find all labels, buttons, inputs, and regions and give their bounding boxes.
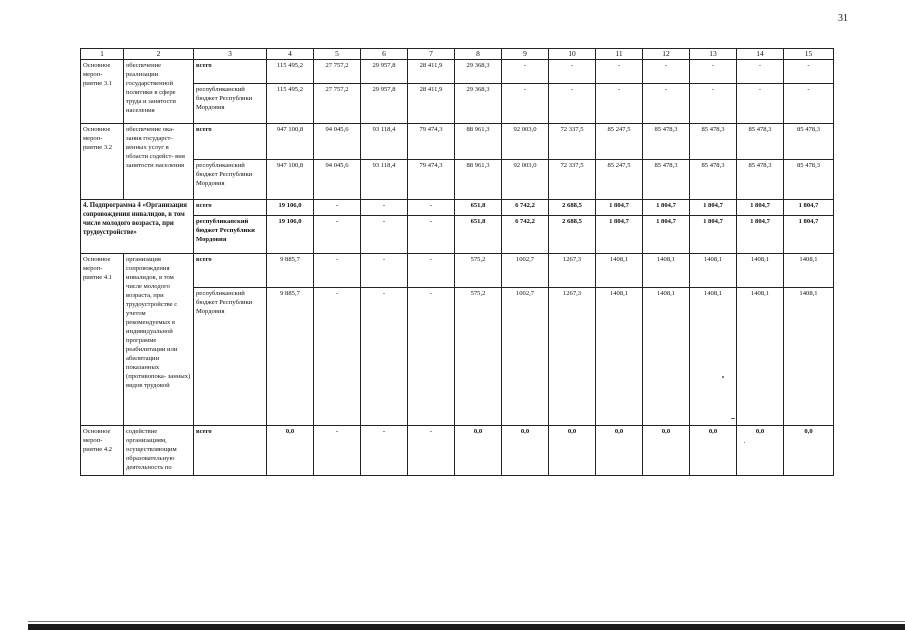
value-cell: -	[361, 426, 408, 476]
scan-edge-line	[28, 621, 905, 622]
value-cell: -	[314, 426, 361, 476]
value-cell: 79 474,3	[408, 124, 455, 160]
value-cell: -	[737, 84, 784, 124]
header-row	[81, 49, 834, 60]
value-cell: 79 474,3	[408, 160, 455, 200]
value-cell: 19 106,0	[267, 200, 314, 216]
value-cell: 72 337,5	[549, 124, 596, 160]
col-header: 14	[737, 49, 784, 60]
value-cell: 2 688,5	[549, 200, 596, 216]
value-cell: 1408,1	[737, 254, 784, 288]
value-cell: 85 478,3	[643, 160, 690, 200]
value-cell: -	[784, 60, 834, 84]
value-cell: -	[361, 288, 408, 426]
value-cell: -	[643, 84, 690, 124]
funding-source: республиканский бюджет Республики Мордовия	[194, 84, 267, 124]
value-cell: 28 411,9	[408, 84, 455, 124]
value-cell: 85 247,5	[596, 160, 643, 200]
value-cell: 1408,1	[643, 288, 690, 426]
col-header: 9	[502, 49, 549, 60]
value-cell: 0,0	[502, 426, 549, 476]
value-cell: 1408,1	[596, 288, 643, 426]
value-cell: 1 804,7	[596, 216, 643, 254]
budget-table	[80, 48, 834, 476]
value-cell: -	[502, 84, 549, 124]
value-cell: 85 478,3	[737, 160, 784, 200]
value-cell: 1002,7	[502, 254, 549, 288]
value-cell: 28 411,9	[408, 60, 455, 84]
table-row	[81, 200, 834, 216]
value-cell: 1408,1	[784, 288, 834, 426]
col-header: 10	[549, 49, 596, 60]
value-cell: 94 045,6	[314, 160, 361, 200]
value-cell: 2 688,5	[549, 216, 596, 254]
activity-description: содействие организациям, осуществляющим образовательную деятельность по	[124, 426, 194, 476]
value-cell: 85 247,5	[596, 124, 643, 160]
value-cell: 29 368,3	[455, 60, 502, 84]
value-cell: 93 118,4	[361, 160, 408, 200]
table-row	[81, 288, 834, 426]
col-header: 13	[690, 49, 737, 60]
value-cell: -	[549, 60, 596, 84]
value-cell: 1408,1	[784, 254, 834, 288]
col-header: 2	[124, 49, 194, 60]
value-cell: 1002,7	[502, 288, 549, 426]
value-cell: 85 478,3	[784, 124, 834, 160]
value-cell: -	[314, 200, 361, 216]
value-cell: 0,0	[549, 426, 596, 476]
value-cell: 9 885,7	[267, 254, 314, 288]
col-header: 3	[194, 49, 267, 60]
value-cell: -	[314, 216, 361, 254]
value-cell: -	[408, 288, 455, 426]
page-number: 31	[838, 13, 848, 24]
table-row	[81, 254, 834, 288]
activity-label: Основное мероп- риятие 3.1	[81, 60, 124, 124]
funding-source: республиканский бюджет Республики Мордовия	[194, 160, 267, 200]
value-cell: -	[596, 84, 643, 124]
value-cell: 1267,3	[549, 288, 596, 426]
scan-speck	[722, 376, 724, 378]
value-cell: 93 118,4	[361, 124, 408, 160]
value-cell: -	[314, 254, 361, 288]
table-row	[81, 124, 834, 160]
value-cell: 947 100,8	[267, 160, 314, 200]
value-cell: -	[361, 254, 408, 288]
value-cell: 88 961,3	[455, 124, 502, 160]
value-cell: 1 804,7	[737, 216, 784, 254]
value-cell: 1 804,7	[690, 200, 737, 216]
value-cell: 1 804,7	[643, 200, 690, 216]
table-row	[81, 160, 834, 200]
col-header: 1	[81, 49, 124, 60]
value-cell: 1 804,7	[643, 216, 690, 254]
value-cell: 29 368,3	[455, 84, 502, 124]
value-cell: 27 757,2	[314, 84, 361, 124]
value-cell: 1 804,7	[784, 216, 834, 254]
activity-label: Основное мероп- риятие 4.1	[81, 254, 124, 426]
value-cell: -	[737, 60, 784, 84]
col-header: 7	[408, 49, 455, 60]
value-cell: 651,8	[455, 200, 502, 216]
activity-description: обеспечение реализации государственной политики в сфере труда и занятости населения	[124, 60, 194, 124]
value-cell: 575,2	[455, 288, 502, 426]
value-cell: 94 045,6	[314, 124, 361, 160]
subprogram-title: 4. Подпрограмма 4 «Организация сопровождения инвалидов, в том числе молодого возраста, при трудоустройстве»	[81, 200, 194, 254]
value-cell: -	[784, 84, 834, 124]
value-cell: 1 804,7	[784, 200, 834, 216]
value-cell: 1408,1	[737, 288, 784, 426]
value-cell: 1408,1	[690, 288, 737, 426]
value-cell: 85 478,3	[690, 160, 737, 200]
funding-source: республиканский бюджет Республики Мордовия	[194, 288, 267, 426]
value-cell: 88 961,3	[455, 160, 502, 200]
value-cell: 651,8	[455, 216, 502, 254]
value-cell: 115 495,2	[267, 60, 314, 84]
value-cell: -	[408, 254, 455, 288]
col-header: 5	[314, 49, 361, 60]
value-cell: -	[408, 200, 455, 216]
value-cell: 115 495,2	[267, 84, 314, 124]
value-cell: -	[408, 426, 455, 476]
value-cell: 1408,1	[643, 254, 690, 288]
value-cell: -	[690, 60, 737, 84]
value-cell: 92 003,0	[502, 160, 549, 200]
col-header: 4	[267, 49, 314, 60]
col-header: 11	[596, 49, 643, 60]
col-header: 6	[361, 49, 408, 60]
value-cell: -	[690, 84, 737, 124]
value-cell: 6 742,2	[502, 200, 549, 216]
value-cell: 85 478,3	[643, 124, 690, 160]
funding-source: всего	[194, 200, 267, 216]
activity-description: организация сопровождения инвалидов, в том числе молодого возраста, при трудоустройстве с учетом рекомендуемых в индивидуальной программе реабилитации или абилитации показанных (противопока- занных) видов трудовой	[124, 254, 194, 426]
activity-label: Основное мероп- риятие 3.2	[81, 124, 124, 200]
value-cell: 0,0	[737, 426, 784, 476]
value-cell: -	[643, 60, 690, 84]
value-cell: 1408,1	[690, 254, 737, 288]
value-cell: -	[361, 200, 408, 216]
scan-edge-bar	[28, 624, 905, 630]
value-cell: 1408,1	[596, 254, 643, 288]
value-cell: 72 337,5	[549, 160, 596, 200]
value-cell: -	[361, 216, 408, 254]
value-cell: -	[596, 60, 643, 84]
value-cell: 27 757,2	[314, 60, 361, 84]
activity-description: обеспечение ока- зания государст- венных услуг в области содейст- вия занятости населения	[124, 124, 194, 200]
funding-source: всего	[194, 60, 267, 84]
table-row	[81, 84, 834, 124]
value-cell: 85 478,3	[690, 124, 737, 160]
value-cell: 0,0	[784, 426, 834, 476]
value-cell: 1 804,7	[690, 216, 737, 254]
funding-source: всего	[194, 254, 267, 288]
value-cell: 0,0	[267, 426, 314, 476]
value-cell: 85 478,3	[737, 124, 784, 160]
value-cell: 0,0	[690, 426, 737, 476]
table-row	[81, 426, 834, 476]
scan-speck	[744, 442, 745, 443]
table-row	[81, 60, 834, 84]
value-cell: 92 003,0	[502, 124, 549, 160]
table-body	[81, 60, 834, 476]
value-cell: -	[314, 288, 361, 426]
scan-speck	[731, 418, 735, 419]
value-cell: 1267,3	[549, 254, 596, 288]
col-header: 8	[455, 49, 502, 60]
value-cell: 85 478,3	[784, 160, 834, 200]
value-cell: 29 957,8	[361, 60, 408, 84]
value-cell: 1 804,7	[596, 200, 643, 216]
funding-source: всего	[194, 426, 267, 476]
value-cell: -	[549, 84, 596, 124]
value-cell: 947 100,8	[267, 124, 314, 160]
funding-source: всего	[194, 124, 267, 160]
activity-label: Основное мероп- риятие 4.2	[81, 426, 124, 476]
value-cell: 1 804,7	[737, 200, 784, 216]
funding-source: республиканский бюджет Республики Мордовия	[194, 216, 267, 254]
value-cell: 6 742,2	[502, 216, 549, 254]
col-header: 12	[643, 49, 690, 60]
value-cell: 19 106,0	[267, 216, 314, 254]
value-cell: 0,0	[455, 426, 502, 476]
value-cell: 575,2	[455, 254, 502, 288]
value-cell: 0,0	[643, 426, 690, 476]
value-cell: -	[502, 60, 549, 84]
value-cell: 29 957,8	[361, 84, 408, 124]
table-row	[81, 216, 834, 254]
col-header: 15	[784, 49, 834, 60]
value-cell: -	[408, 216, 455, 254]
value-cell: 0,0	[596, 426, 643, 476]
value-cell: 9 885,7	[267, 288, 314, 426]
